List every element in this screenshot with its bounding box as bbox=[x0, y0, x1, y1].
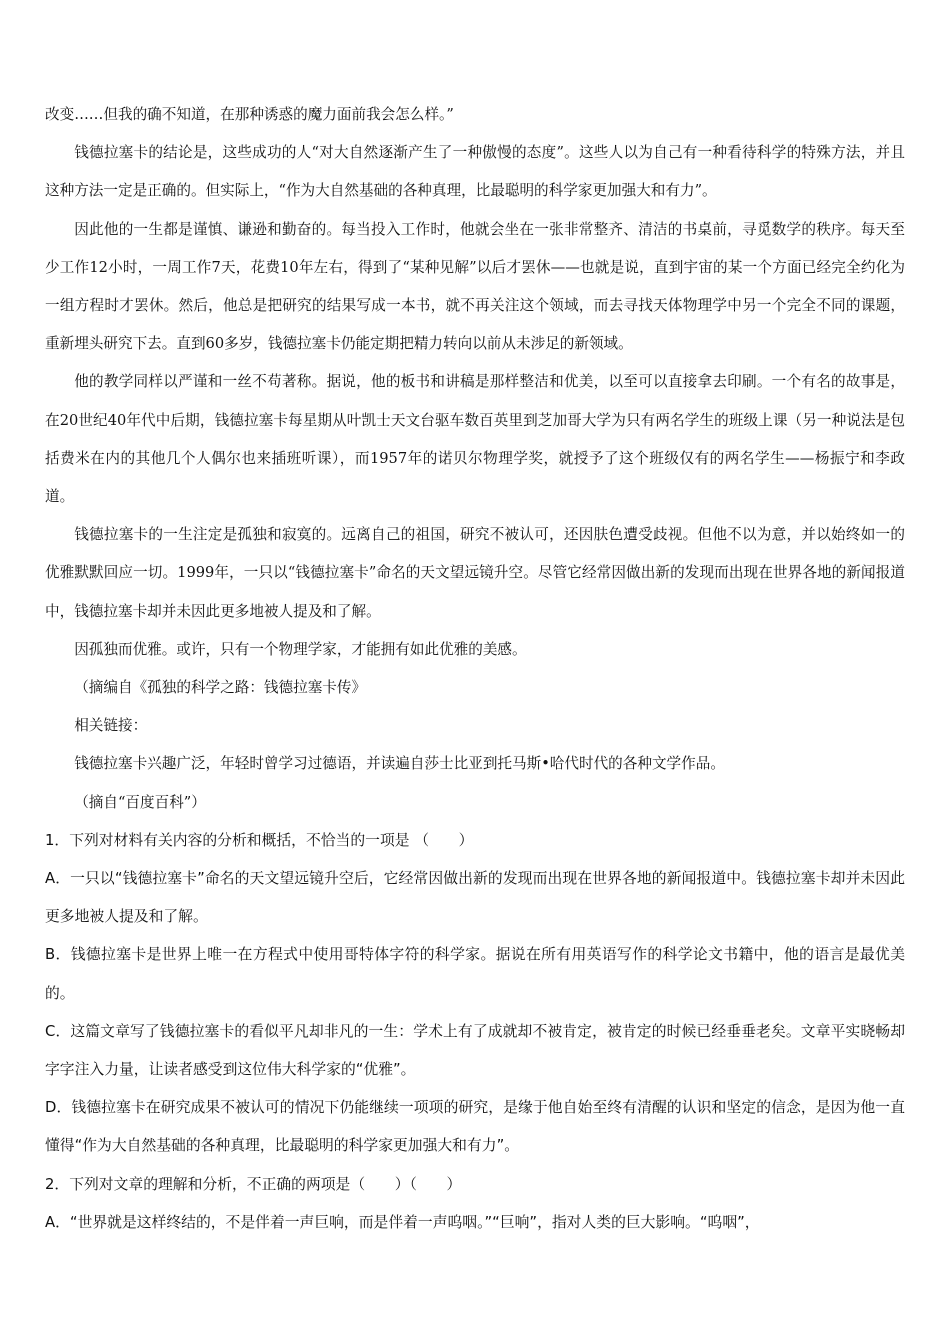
article-paragraph-2: 因此他的一生都是谨慎、谦逊和勤奋的。每当投入工作时，他就会坐在一张非常整齐、清洁的书桌前，寻觅数学的秩序。每天至少工作12小时，一周工作7天，花费10年左右，得到了“某种见解”以后才罢休——也就是说，直到宇宙的某一个方面已经完全约化为一组方程时才罢休。然后，他总是把研究的结果写成一本书，就不再关注这个领域，而去寻找天体物理学中另一个完全不同的课题，重新埋头研究下去。直到60多岁，钱德拉塞卡仍能定期把精力转向以前从未涉足的新领域。 bbox=[45, 220, 905, 353]
question-1-option-b: B．钱德拉塞卡是世界上唯一在方程式中使用哥特体字符的科学家。据说在所有用英语写作的科学论文书籍中，他的语言是最优美的。 bbox=[45, 946, 905, 1002]
related-link-source: （摘自“百度百科”） bbox=[74, 793, 206, 811]
question-1-option-c: C．这篇文章写了钱德拉塞卡的看似平凡却非凡的一生：学术上有了成就却不被肯定，被肯定的时候已经垂垂老矣。文章平实晓畅却字字注入力量，让读者感受到这位伟大科学家的“优雅”。 bbox=[45, 1022, 905, 1079]
question-2-stem: 2．下列对文章的理解和分析，不正确的两项是（ ）（ ） bbox=[45, 1175, 462, 1193]
article-paragraph-5: 因孤独而优雅。或许，只有一个物理学家，才能拥有如此优雅的美感。 bbox=[74, 640, 527, 658]
question-1-stem: 1．下列对材料有关内容的分析和概括，不恰当的一项是 （ ） bbox=[45, 831, 474, 849]
question-2-option-a: A．“世界就是这样终结的，不是伴着一声巨响，而是伴着一声呜咽。”“巨响”，指对人类的巨大影响。“呜咽”， bbox=[45, 1213, 760, 1231]
question-1-option-d: D．钱德拉塞卡在研究成果不被认可的情况下仍能继续一项项的研究，是缘于他自始至终有清醒的认识和坚定的信念，是因为他一直懂得“作为大自然基础的各种真理，比最聪明的科学家更加强大和有力”。 bbox=[45, 1099, 905, 1155]
question-1-option-a: A．一只以“钱德拉塞卡”命名的天文望远镜升空后，它经常因做出新的发现而出现在世界各地的新闻报道中。钱德拉塞卡却并未因此更多地被人提及和了解。 bbox=[45, 870, 905, 926]
article-paragraph-1: 钱德拉塞卡的结论是，这些成功的人“对大自然逐渐产生了一种傲慢的态度”。这些人以为自己有一种看待科学的特殊方法，并且这种方法一定是正确的。但实际上，“作为大自然基础的各种真理，比最聪明的科学家更加强大和有力”。 bbox=[45, 144, 905, 200]
article-paragraph-0: 改变……但我的确不知道，在那种诱惑的魔力面前我会怎么样。” bbox=[45, 106, 454, 123]
article-source: （摘编自《孤独的科学之路：钱德拉塞卡传》 bbox=[74, 679, 367, 697]
article-paragraph-4: 钱德拉塞卡的一生注定是孤独和寂寞的。远离自己的祖国，研究不被认可，还因肤色遭受歧视。但他不以为意，并以始终如一的优雅默默回应一切。1999年，一只以“钱德拉塞卡”命名的天文望远镜升空。尽管它经常因做出新的发现而出现在世界各地的新闻报道中，钱德拉塞卡却并未因此更多地被人提及和了解。 bbox=[45, 526, 905, 620]
related-link-text: 钱德拉塞卡兴趣广泛，年轻时曾学习过德语，并读遍自莎士比亚到托马斯•哈代时代的各种文学作品。 bbox=[74, 755, 725, 773]
article-paragraph-3: 他的教学同样以严谨和一丝不苟著称。据说，他的板书和讲稿是那样整洁和优美，以至可以直接拿去印刷。一个有名的故事是，在20世纪40年代中后期，钱德拉塞卡每星期从叶凯士天文台驱车数百英里到芝加哥大学为只有两名学生的班级上课（另一种说法是包括费米在内的其他几个人偶尔也来插班听课），而1957年的诺贝尔物理学奖，就授予了这个班级仅有的两名学生——杨振宁和李政道。 bbox=[45, 373, 905, 506]
related-link-title: 相关链接： bbox=[74, 717, 148, 735]
